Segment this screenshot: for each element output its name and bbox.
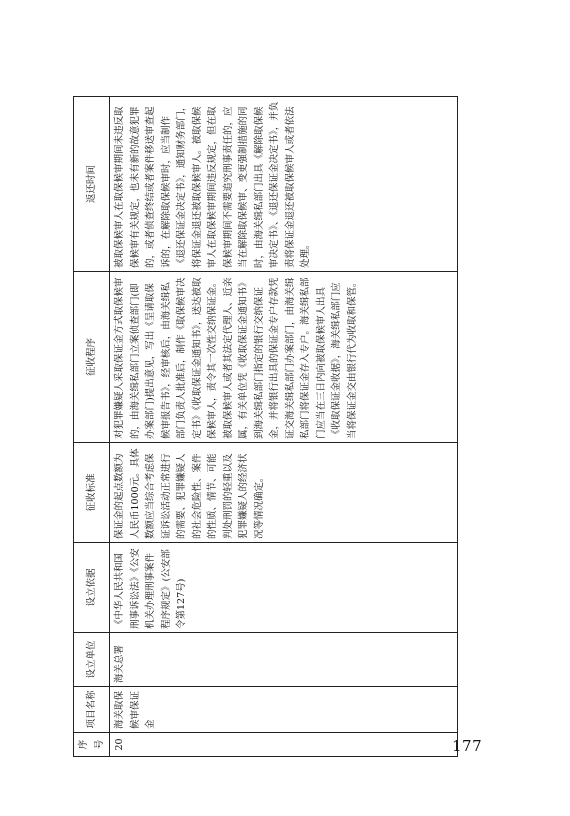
fee-table [73,97,458,757]
page-number: 177 [452,737,483,755]
cell-procedure: 对犯罪嫌疑人采取保证金方式取保候审的，由海关缉私部门立案侦查部门(即办案部门)提出意见，写出《呈请取保候审报告书》，经审核后，由海关缉私部门负责人批准后，制作《取保候审决定书》《收取保证金通知书》，送达被取保候审人，责令其一次性交纳保证金。被取保候审人或者其法定代理人、近亲属，有关单位凭《收取保证金通知书》到海关缉私部门指定的银行交纳保证金，并将银行出具的保证金专户存款凭证交海关缉私部门办案部门，由海关缉私部门将保证金存入专户。海关缉私部门应当在三日内向被取保候审人出具《收取保证金收据》，海关缉私部门应当将保证金交由银行代为收取和保管。 [110,272,458,443]
cell-unit: 海关总署 [110,633,458,687]
header-unit: 设立单位 [74,633,110,687]
header-standard: 征收标准 [74,443,110,543]
header-name: 项目名称 [74,687,110,733]
header-refund: 返还时间 [74,97,110,272]
rotated-table-container [73,97,458,757]
cell-name: 海关取保候审保证金 [110,687,458,733]
header-row [74,97,110,757]
header-basis: 设立依据 [74,543,110,633]
cell-standard: 保证金的起点数额为人民币1000元。具体数额应当综合考虑保证诉讼活动正常进行的需要、犯罪嫌疑人的社会危险性、案件的性质、情节、可能判处刑罚的轻重以及犯罪嫌疑人的经济状况等情况确定。 [110,443,458,543]
cell-seq: 20 [110,733,458,757]
table-row [110,97,458,757]
header-seq: 序号 [74,733,110,757]
header-procedure: 征收程序 [74,272,110,443]
cell-refund: 被取保候审人在取保候审期间未违反取保候审有关规定，也未有新的故意犯罪的，或者侦查终结或者案件移送审查起诉的，在解除取保候审时，应当制作《退还保证金决定书》，通知财务部门，将保证金退还被取保候审人。被取保候审人在取保候审期间违反规定，但在取保候审期间不需要追究刑事责任的，应当在解除取保候审、变更强制措施的同时，由海关缉私部门出具《解除取保候审决定书》、《退还保证金决定书》，并负责将保证金退还被取保候审人或者依法处理。 [110,97,458,272]
cell-basis: 《中华人民共和国刑事诉讼法》《公安机关办理刑事案件程序规定》(公安部令第127号) [110,543,458,633]
